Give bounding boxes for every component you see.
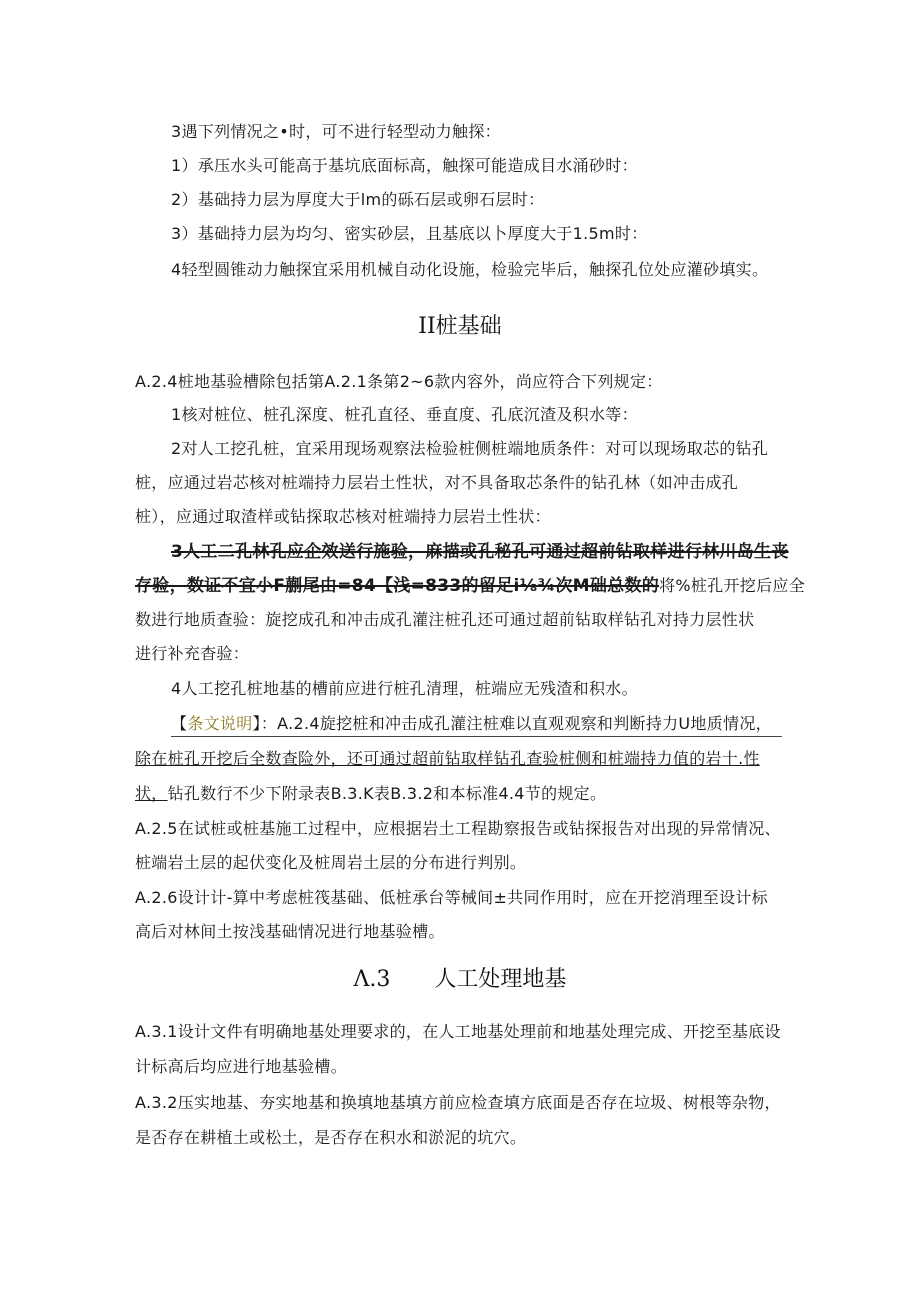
item-1-sub: 1）承压水头可能高于基坑底面标高，触探可能造成目水涌砂时： xyxy=(171,156,638,175)
item-2-sub: 2）基础持力层为厚度大于lm的砾石层或卵石层时： xyxy=(171,190,545,209)
note-line3-underlined: 状， xyxy=(135,784,168,803)
clause-a26-line2: 高后对林间土按浅基础情况进行地基验槽。 xyxy=(135,922,445,941)
clause-a26-line1: A.2.6设计计-算中考虑桩筏基础、低桩承台等械间±共同作用时，应在开挖消理至设计标 xyxy=(135,888,768,907)
item-4-condition: 4轻型圆锥动力触探宜采用机械自动化设施，检验完毕后，触探孔位处应灌砂填实。 xyxy=(171,260,769,279)
clause-a24-item3-deleted-line2: 存验，数证不宜小F蒯尾由=84【浅=833的留足i⅛¾次M础总数的 xyxy=(135,576,660,596)
note-line3-rest: 钻孔数行不少下附录表B.3.K表B.3.2和本标准4.4节的规定。 xyxy=(167,784,607,803)
clause-a24-item3-line4: 进行补充杳验： xyxy=(135,644,250,663)
clause-a24-intro: A.2.4桩地基验槽除包括第A.2.1条第2~6款内容外，尚应符合下列规定： xyxy=(135,372,663,391)
note-tag-label: 条文说明 xyxy=(187,714,253,733)
clause-explanation-line1 xyxy=(171,713,772,735)
clause-explanation-line2: 除在桩孔开挖后全数查险外，还可通过超前钻取样钻孔查验桩侧和桩端持力值的岩十.性 xyxy=(135,749,760,768)
clause-a24-item3-line3: 数进行地质查验：旋挖成孔和冲击成孔灌注桩孔还可通过超前钻取样钻孔对持力层性状 xyxy=(135,610,755,629)
item-3-condition: 3遇下列情况之•时，可不进行轻型动力触探： xyxy=(171,122,501,141)
clause-a24-item2-line1: 2对人工挖孔桩，宜采用现场观察法检验桩侧桩端地质条件：对可以现场取芯的钻孔 xyxy=(171,439,769,458)
clause-a24-item2-line2: 桩，应通过岩芯核对桩端持力层岩土性状，对不具备取芯条件的钻孔林（如冲击成孔 xyxy=(135,473,739,492)
note-underline-rule xyxy=(171,736,782,737)
clause-a24-item3-deleted-line1: 3人工二孔林孔应企效送行施验，麻描或孔秘孔可通过超前钻取样进行林川岛生丧 xyxy=(171,542,789,562)
clause-a31-line1: A.3.1设计文件有明确地基处理要求的，在人工地基处理前和地基处理完成、开挖至基底设 xyxy=(135,1022,781,1041)
clause-a32-line1: A.3.2压实地基、夯实地基和换填地基填方前应检查填方底面是否存在垃圾、树根等杂物， xyxy=(135,1093,781,1112)
clause-a25-line1: A.2.5在试桩或桩基施工过程中，应根据岩土工程勘察报告或钻探报告对出现的异常情况、 xyxy=(135,819,781,838)
item-3-sub: 3）基础持力层为均匀、密实砂层，且基底以卜厚度大于1.5m时： xyxy=(171,224,648,243)
clause-a24-item1: 1核对桩位、桩孔深度、桩孔直径、垂直度、孔底沉渣及积水等： xyxy=(171,405,638,424)
note-text-line1: A.2.4旋挖桩和冲击成孔灌注桩难以直观观察和判断持力U地质情况， xyxy=(277,714,772,733)
section-heading-a3: Λ.3 人工处理地基 xyxy=(353,967,567,992)
clause-a24-item3-tail: 将%桩孔开挖后应全 xyxy=(659,576,805,595)
note-bracket-open: 【 xyxy=(171,714,188,733)
clause-a32-line2: 是否存在耕植土或松土，是否存在积水和淤泥的坑穴。 xyxy=(135,1128,527,1147)
clause-a25-line2: 桩端岩土层的起伏变化及桩周岩土层的分布进行判别。 xyxy=(135,853,527,872)
clause-a31-line2: 计标高后均应进行地基验槽。 xyxy=(135,1057,347,1076)
clause-a24-item3-line2 xyxy=(135,575,805,597)
clause-a24-item4: 4人工挖孔桩地基的槽前应进行桩孔清理，桩端应无残渣和积水。 xyxy=(171,679,638,698)
note-bracket-close: 】： xyxy=(252,714,278,733)
section-heading-pile-foundation: II桩基础 xyxy=(418,314,502,339)
clause-explanation-line3 xyxy=(135,783,606,805)
clause-a24-item2-line3: 桩），应通过取渣样或钻探取芯核对桩端持力层岩土性状： xyxy=(135,507,551,526)
